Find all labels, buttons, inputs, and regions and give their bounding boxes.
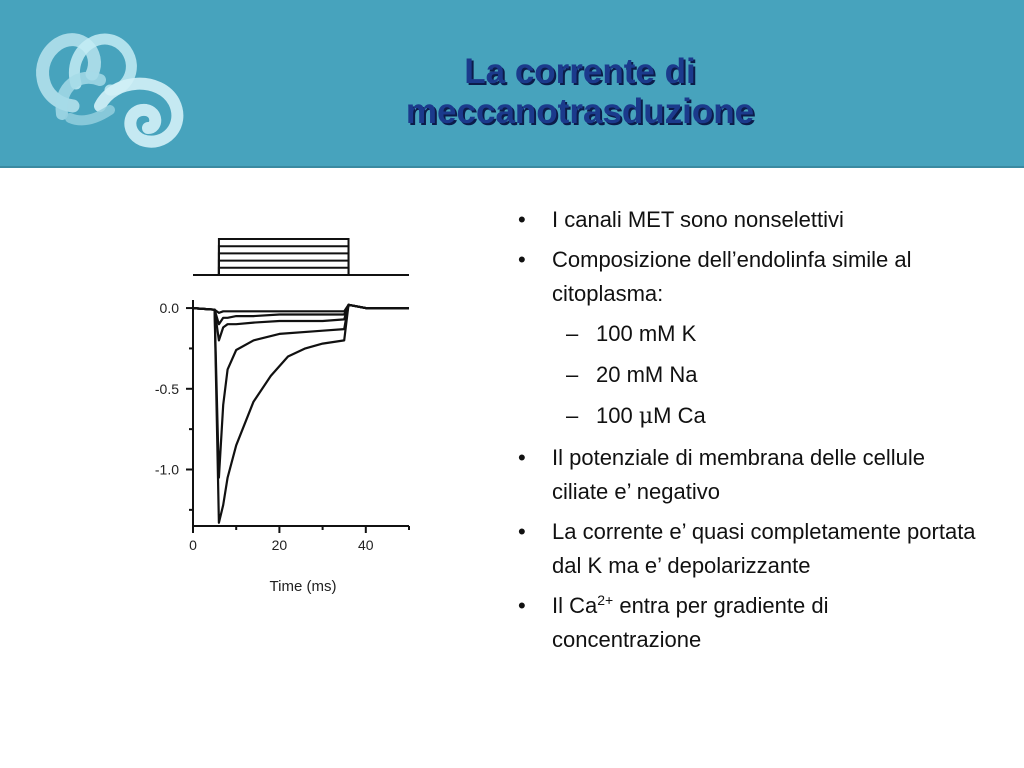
x-tick-label: 0	[189, 537, 197, 553]
stimulus-step	[219, 253, 349, 275]
x-tick-label: 20	[271, 537, 288, 553]
x-axis-label: Time (ms)	[269, 578, 337, 595]
stimulus-step	[219, 268, 349, 275]
bullet-text-post: entra per gradiente di concentrazione	[552, 593, 829, 652]
superscript-charge: 2+	[597, 592, 614, 608]
stimulus-protocol	[193, 239, 409, 275]
slide-title	[330, 52, 830, 132]
bullet-text: Composizione dell’endolinfa simile al citoplasma:	[552, 247, 912, 306]
bullet-item	[508, 243, 978, 311]
bullet-text-pre: Il Ca	[552, 593, 598, 618]
bullet-item	[508, 203, 978, 237]
met-current-chart	[130, 228, 420, 608]
bullet-item	[508, 515, 978, 583]
bullet-text: Il potenziale di membrana delle cellule ciliate e’ negativo	[552, 445, 925, 504]
sub-bullet-item	[508, 399, 978, 434]
bullet-marker: •	[518, 445, 526, 470]
bullet-item	[508, 441, 978, 509]
bullet-text: La corrente e’ quasi completamente portata dal K ma e’ depolarizzante	[552, 519, 976, 578]
dash-marker: –	[566, 362, 579, 387]
sub-bullet-suffix: M Ca	[653, 403, 706, 428]
sub-bullet-text: 100 mM K	[596, 321, 697, 346]
sub-bullet-item	[508, 317, 978, 351]
sub-bullet-text: 20 mM Na	[596, 362, 698, 387]
y-tick-label: -1.0	[154, 461, 179, 478]
dash-marker: –	[566, 403, 579, 428]
sub-bullet-prefix: 100	[596, 403, 639, 428]
bullet-item	[508, 589, 978, 657]
bullet-marker: •	[518, 247, 526, 272]
x-tick-label: 40	[358, 537, 374, 553]
header-divider	[0, 166, 1024, 168]
y-tick-label: 0.0	[159, 300, 179, 317]
title-line-1: La corrente di	[464, 52, 696, 91]
micro-symbol: μ	[638, 404, 654, 429]
current-trace	[193, 305, 409, 341]
sub-bullet-item	[508, 358, 978, 392]
bullet-marker: •	[518, 207, 526, 232]
bullet-text: I canali MET sono nonselettivi	[552, 207, 844, 232]
bullet-marker: •	[518, 519, 526, 544]
y-tick-labels	[155, 300, 179, 477]
stimulus-step	[219, 239, 349, 275]
dash-marker: –	[566, 321, 579, 346]
title-banner	[0, 0, 1024, 168]
inner-ear-icon	[18, 14, 198, 162]
bullet-list	[508, 203, 978, 663]
current-trace	[193, 305, 409, 523]
y-tick-label: -0.5	[154, 380, 179, 397]
bullet-marker: •	[518, 593, 526, 618]
current-traces	[193, 305, 409, 523]
current-trace	[193, 305, 409, 478]
title-line-2: meccanotrasduzione	[405, 92, 755, 131]
x-tick-labels	[189, 537, 374, 553]
